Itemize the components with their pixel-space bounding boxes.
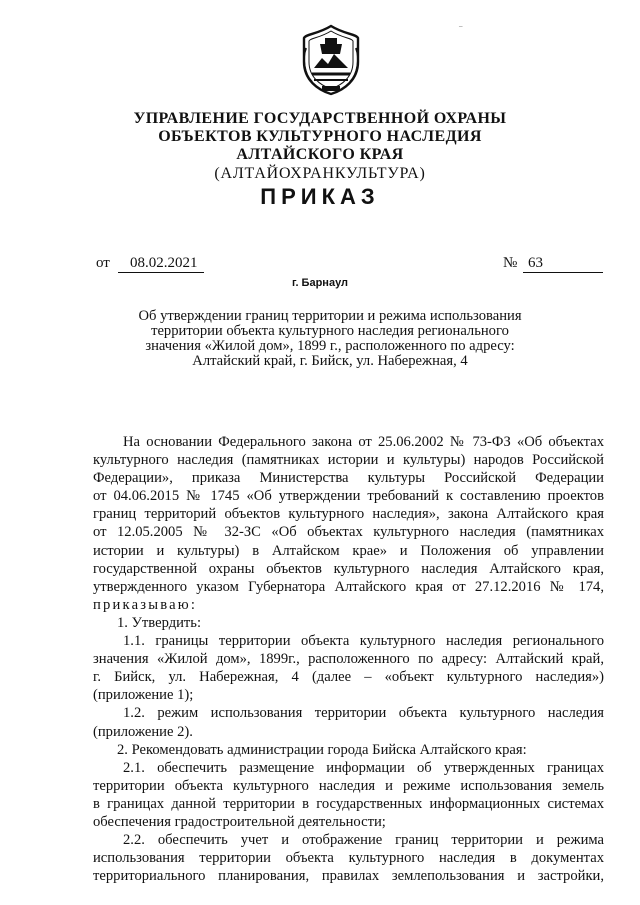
body-line: от 04.06.2015 № 1745 «Об утверждении требований к составлению проектов	[93, 488, 604, 505]
document-title: ПРИКАЗ	[260, 184, 380, 209]
body-line: территориального планирования, правилах землепользования и застройки,	[93, 868, 604, 885]
body-line: 1. Утвердить:	[117, 614, 202, 631]
org-name-line: УПРАВЛЕНИЕ ГОСУДАРСТВЕННОЙ ОХРАНЫ	[133, 110, 507, 127]
body-line: 2.2. обеспечить учет и отображение границ территории и режима	[123, 832, 604, 849]
org-name-line: ОБЪЕКТОВ КУЛЬТУРНОГО НАСЛЕДИЯ	[158, 128, 482, 145]
number-label: №	[503, 255, 518, 271]
org-short-name: (АЛТАЙОХРАНКУЛЬТУРА)	[214, 165, 426, 182]
org-name-line: АЛТАЙСКОГО КРАЯ	[236, 146, 404, 163]
body-line: приказываю:	[93, 596, 198, 613]
body-line: от 12.05.2005 № 32-ЗС «Об объектах культурного наследия (памятниках	[93, 524, 604, 541]
body-line: территории объекта культурного наследия и режиме использования земель	[93, 777, 604, 794]
subject-line: Об утверждении границ территории и режима использования	[138, 308, 522, 324]
body-line: в границах данной территории в государственных информационных системах	[93, 795, 604, 812]
body-line: 1.2. режим использования территории объекта культурного наследия	[123, 705, 604, 722]
document-date: 08.02.2021	[130, 255, 198, 271]
body-line: 2.1. обеспечить размещение информации об утвержденных границах	[123, 759, 604, 776]
body-line: значения «Жилой дом», 1899г., расположенного по адресу: Алтайский край,	[93, 651, 604, 668]
body-line: обеспечения градостроительной деятельности;	[93, 813, 386, 830]
body-line: культурного наследия (памятниках истории и культуры) народов Российской	[93, 452, 604, 469]
corner-mark: –	[459, 22, 463, 30]
subject-line: значения «Жилой дом», 1899 г., расположенного по адресу:	[145, 338, 515, 354]
body-line: использования территории объекта культурного наследия в документах	[93, 850, 604, 867]
body-line: Федерации», приказа Министерства культуры Российской Федерации	[93, 470, 604, 487]
body-line: утвержденного указом Губернатора Алтайского края от 27.12.2016 № 174,	[93, 578, 604, 595]
body-line: истории и культуры) в Алтайском крае» и Положения об управлении	[93, 542, 604, 559]
city-name: г. Барнаул	[291, 277, 349, 289]
document-body	[93, 433, 604, 885]
body-line: 2. Рекомендовать администрации города Бийска Алтайского края:	[117, 741, 527, 758]
body-line: (приложение 1);	[93, 687, 194, 704]
subject-line: территории объекта культурного наследия регионального	[151, 323, 509, 339]
body-line: границ территорий объектов культурного наследия», закона Алтайского края	[93, 506, 604, 523]
date-label: от	[96, 255, 110, 271]
body-line: (приложение 2).	[93, 723, 193, 740]
body-line: государственной охраны объектов культурного наследия Алтайского края,	[93, 560, 604, 577]
coat-of-arms-icon	[300, 24, 362, 96]
body-line: На основании Федерального закона от 25.06.2002 № 73-ФЗ «Об объектах	[123, 434, 604, 450]
document-subject	[110, 309, 550, 369]
body-line: 1.1. границы территории объекта культурного наследия регионального	[123, 633, 604, 650]
body-line: г. Бийск, ул. Набережная, 4 (далее – «объект культурного наследия»)	[93, 669, 604, 686]
document-number: 63	[528, 255, 543, 271]
subject-line: Алтайский край, г. Бийск, ул. Набережная, 4	[192, 353, 468, 369]
